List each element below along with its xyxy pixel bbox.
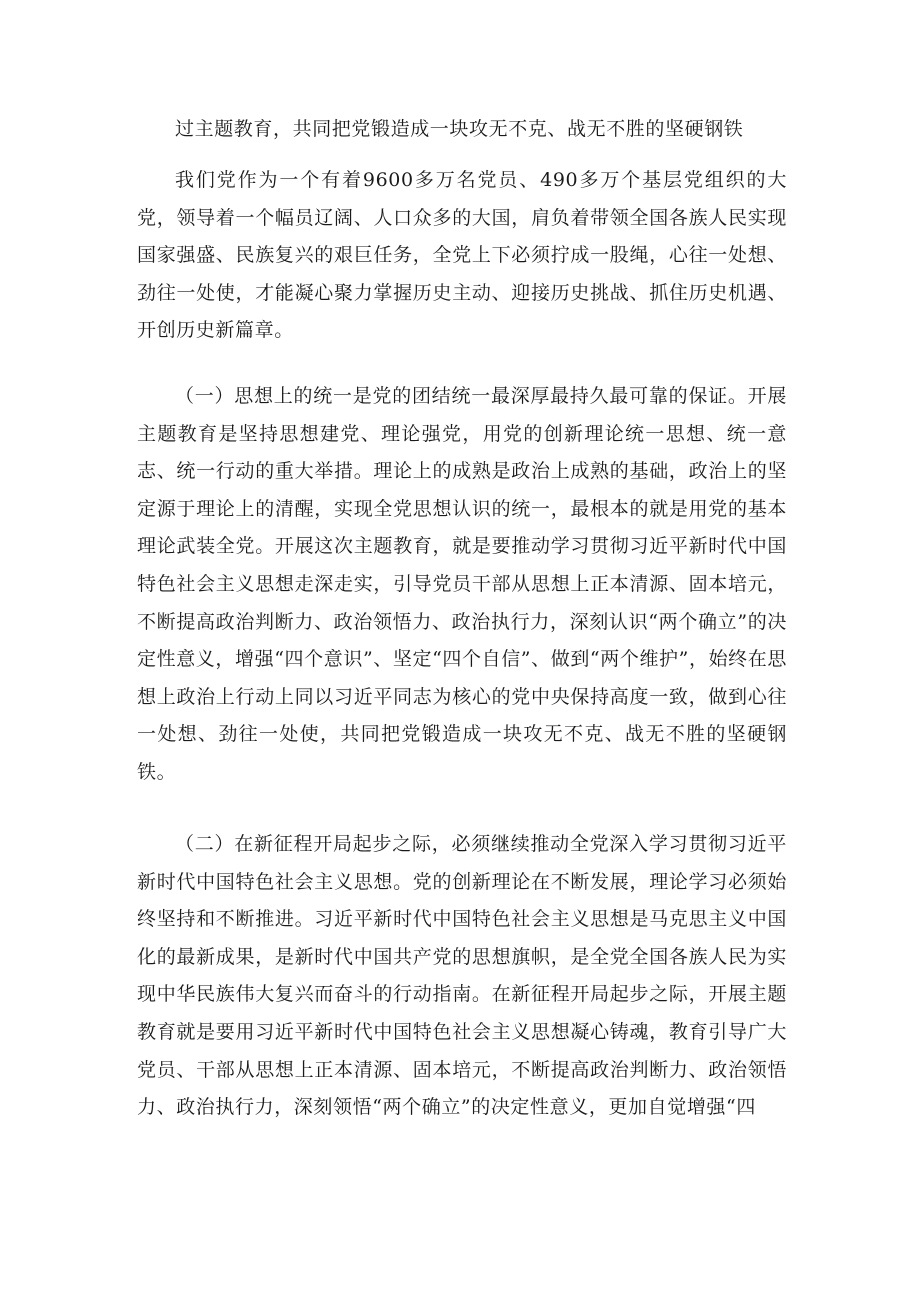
continuation-line: 过主题教育，共同把党锻造成一块攻无不克、战无不胜的坚硬钢铁	[175, 118, 744, 140]
paragraph-section-2: （二）在新征程开局起步之际，必须继续推动全党深入学习贯彻习近平新时代中国特色社会主义思想。党的创新理论在不断发展，理论学习必须始终坚持和不断推进。习近平新时代中国特色社会主义思想是马克思主义中国化的最新成果，是新时代中国共产党的思想旗帜，是全党全国各族人民为实现中华民族伟大复兴而奋斗的行动指南。在新征程开局起步之际，开展主题教育就是要用习近平新时代中国特色社会主义思想凝心铸魂，教育引导广大党员、干部从思想上正本清源、固本培元，不断提高政治判断力、政治领悟力、政治执行力，深刻领悟“两个确立”的决定性意义，更加自觉增强“四	[137, 833, 787, 1119]
paragraph-section-1: （一）思想上的统一是党的团结统一最深厚最持久最可靠的保证。开展主题教育是坚持思想建党、理论强党，用党的创新理论统一思想、统一意志、统一行动的重大举措。理论上的成熟是政治上成熟的基础，政治上的坚定源于理论上的清醒，实现全党思想认识的统一，最根本的就是用党的基本理论武装全党。开展这次主题教育，就是要推动学习贯彻习近平新时代中国特色社会主义思想走深走实，引导党员干部从思想上正本清源、固本培元，不断提高政治判断力、政治领悟力、政治执行力，深刻认识“两个确立”的决定性意义，增强“四个意识”、坚定“四个自信”、做到“两个维护”，始终在思想上政治上行动上同以习近平同志为核心的党中央保持高度一致，做到心往一处想、劲往一处使，共同把党锻造成一块攻无不克、战无不胜的坚硬钢铁。	[137, 385, 787, 783]
paragraph-intro: 我们党作为一个有着9600多万名党员、490多万个基层党组织的大党，领导着一个幅员辽阔、人口众多的大国，肩负着带领全国各族人民实现国家强盛、民族复兴的艰巨任务，全党上下必须拧成一股绳，心往一处想、劲往一处使，才能凝心聚力掌握历史主动、迎接历史挑战、抓住历史机遇、开创历史新篇章。	[137, 169, 787, 342]
